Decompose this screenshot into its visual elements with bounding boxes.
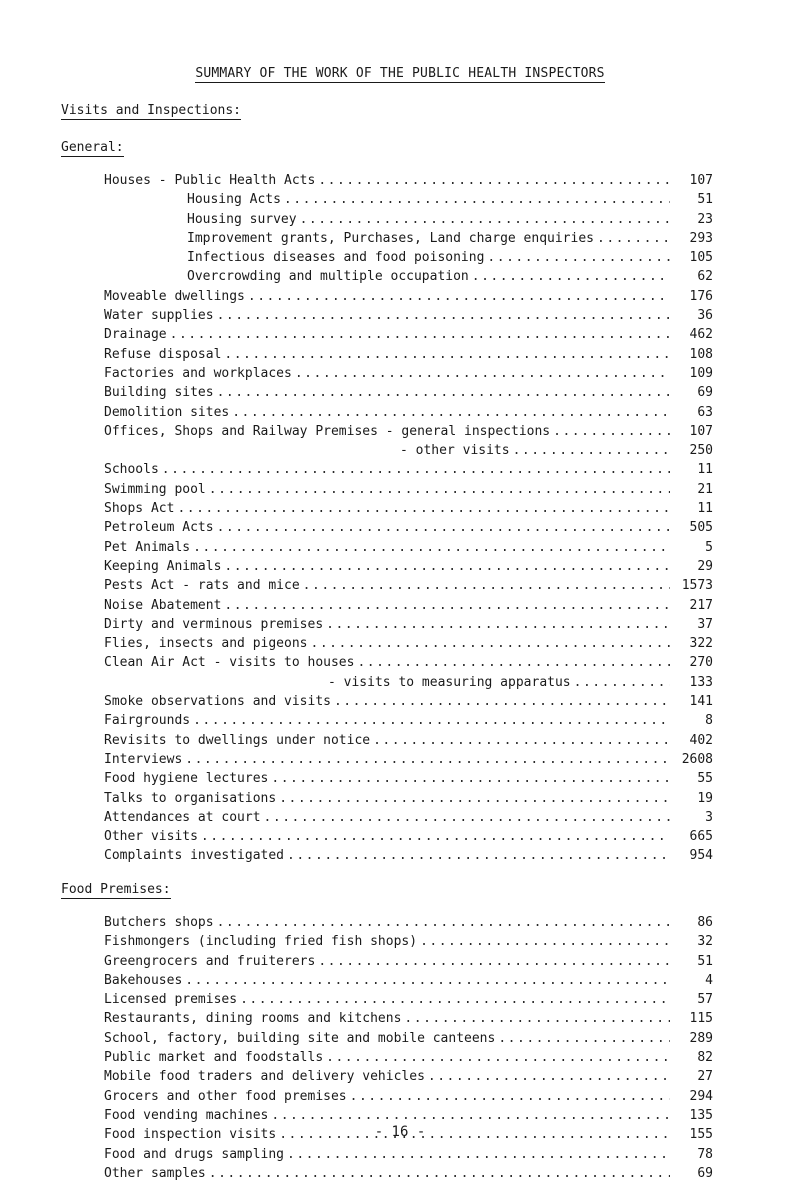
- dot-leader: [224, 557, 670, 576]
- table-row: [104, 210, 713, 229]
- row-label: Attendances at court: [104, 809, 261, 825]
- table-row: [104, 1067, 713, 1086]
- food-premises-list: [104, 913, 713, 1183]
- table-row: [104, 952, 713, 971]
- row-label: Improvement grants, Purchases, Land charge enquiries: [187, 230, 594, 246]
- row-value: 3: [705, 809, 713, 825]
- row-label: Petroleum Acts: [104, 520, 214, 536]
- table-row: [104, 422, 713, 441]
- row-label: Clean Air Act - visits to houses: [104, 655, 355, 671]
- row-value: 294: [689, 1088, 713, 1104]
- table-row: [104, 576, 713, 595]
- row-value: 109: [689, 365, 713, 381]
- dot-leader: [217, 913, 670, 932]
- row-value: 51: [697, 953, 713, 969]
- table-row: [104, 460, 713, 479]
- row-label: Overcrowding and multiple occupation: [187, 269, 469, 285]
- row-value: 250: [689, 443, 713, 459]
- table-row: [104, 769, 713, 788]
- table-row: [104, 615, 713, 634]
- table-row: [104, 287, 713, 306]
- dot-leader: [373, 731, 670, 750]
- row-label: Houses - Public Health Acts: [104, 173, 316, 188]
- row-label: Infectious diseases and food poisoning: [187, 250, 485, 266]
- row-value: 270: [689, 655, 713, 671]
- row-label: Grocers and other food premises: [104, 1088, 347, 1104]
- dot-leader: [232, 403, 670, 422]
- table-row: [104, 306, 713, 325]
- row-value: 21: [697, 481, 713, 497]
- table-row: [104, 480, 713, 499]
- row-label: Building sites: [104, 385, 214, 401]
- dot-leader: [487, 248, 670, 267]
- row-value: 954: [689, 848, 713, 864]
- row-value: 23: [697, 211, 713, 227]
- table-row: [104, 267, 713, 286]
- row-label: Food vending machines: [104, 1107, 269, 1123]
- row-value: 4: [705, 972, 713, 988]
- table-row: [104, 990, 713, 1009]
- dot-leader: [185, 750, 670, 769]
- row-label: Demolition sites: [104, 404, 230, 420]
- dot-leader: [264, 808, 670, 827]
- row-value: 115: [689, 1011, 713, 1027]
- row-label: Fairgrounds: [104, 713, 191, 729]
- table-row: [104, 827, 713, 846]
- row-value: 69: [697, 1165, 713, 1181]
- dot-leader: [193, 711, 670, 730]
- row-label: - visits to measuring apparatus: [328, 674, 571, 690]
- row-label: Factories and workplaces: [104, 365, 292, 381]
- row-value: 8: [705, 713, 713, 729]
- row-label: Swimming pool: [104, 481, 206, 497]
- table-row: [104, 1029, 713, 1048]
- row-label: Licensed premises: [104, 992, 238, 1008]
- row-value: 665: [689, 829, 713, 845]
- table-row: [104, 932, 713, 951]
- row-label: Drainage: [104, 327, 167, 343]
- table-row: [104, 1164, 713, 1183]
- dot-leader: [498, 1029, 670, 1048]
- table-row: [104, 518, 713, 537]
- dot-leader: [162, 460, 670, 479]
- dot-leader: [287, 1145, 670, 1164]
- row-value: 5: [705, 539, 713, 555]
- row-value: 105: [689, 250, 713, 266]
- row-value: 176: [689, 288, 713, 304]
- table-row: [104, 1048, 713, 1067]
- row-label: Moveable dwellings: [104, 288, 245, 304]
- row-label: Food and drugs sampling: [104, 1146, 285, 1162]
- row-value: 322: [689, 636, 713, 652]
- dot-leader: [318, 952, 670, 971]
- dot-leader: [300, 210, 670, 229]
- row-label: Complaints investigated: [104, 848, 285, 864]
- row-value: 55: [697, 771, 713, 787]
- table-row: [104, 171, 713, 190]
- visits-heading: Visits and Inspections:: [61, 103, 242, 118]
- row-label: Dirty and verminous premises: [104, 616, 324, 632]
- table-row: [104, 711, 713, 730]
- row-label: Food inspection visits: [104, 1127, 277, 1143]
- table-row: [104, 190, 713, 209]
- dot-leader: [209, 1164, 670, 1183]
- dot-leader: [404, 1009, 670, 1028]
- dot-leader: [574, 673, 670, 692]
- table-row: [104, 403, 713, 422]
- dot-leader: [326, 1048, 670, 1067]
- row-label: Restaurants, dining rooms and kitchens: [104, 1011, 402, 1027]
- row-label: Bakehouses: [104, 972, 183, 988]
- dot-leader: [287, 846, 670, 865]
- dot-leader: [185, 971, 670, 990]
- row-value: 505: [689, 520, 713, 536]
- table-row: [104, 557, 713, 576]
- row-label: Housing survey: [187, 211, 297, 227]
- row-value: 57: [697, 992, 713, 1008]
- dot-leader: [597, 229, 670, 248]
- row-value: 19: [697, 790, 713, 806]
- table-row: [104, 383, 713, 402]
- table-row: [104, 1087, 713, 1106]
- table-row: [104, 1145, 713, 1164]
- table-row: [104, 653, 713, 672]
- row-label: Fishmongers (including fried fish shops): [104, 934, 418, 950]
- dot-leader: [217, 383, 670, 402]
- dot-leader: [217, 518, 670, 537]
- dot-leader: [284, 190, 670, 209]
- dot-leader: [224, 345, 670, 364]
- row-value: 32: [697, 934, 713, 950]
- row-value: 141: [689, 694, 713, 710]
- row-value: 402: [689, 732, 713, 748]
- table-row: [104, 441, 713, 460]
- dot-leader: [326, 615, 670, 634]
- dot-leader: [303, 576, 670, 595]
- row-value: 69: [697, 385, 713, 401]
- table-row: [104, 750, 713, 769]
- row-label: Housing Acts: [187, 192, 281, 208]
- table-row: [104, 731, 713, 750]
- dot-leader: [553, 422, 670, 441]
- row-label: School, factory, building site and mobile canteens: [104, 1030, 496, 1046]
- dot-leader: [357, 653, 670, 672]
- table-row: [104, 538, 713, 557]
- row-label: Greengrocers and fruiterers: [104, 953, 316, 969]
- dot-leader: [271, 769, 670, 788]
- dot-leader: [193, 538, 670, 557]
- dot-leader: [201, 827, 670, 846]
- dot-leader: [318, 171, 670, 190]
- row-value: 293: [689, 230, 713, 246]
- general-heading: General:: [61, 140, 124, 155]
- row-label: Keeping Animals: [104, 558, 222, 574]
- row-value: 27: [697, 1069, 713, 1085]
- row-value: 462: [689, 327, 713, 343]
- row-label: Pet Animals: [104, 539, 191, 555]
- page-number: - 16 -: [374, 1124, 426, 1140]
- table-row: [104, 634, 713, 653]
- dot-leader: [311, 634, 671, 653]
- row-value: 135: [689, 1107, 713, 1123]
- table-row: [104, 596, 713, 615]
- row-label: Food hygiene lectures: [104, 771, 269, 787]
- row-label: Water supplies: [104, 308, 214, 324]
- row-label: Other samples: [104, 1165, 206, 1181]
- row-label: Flies, insects and pigeons: [104, 636, 308, 652]
- row-label: Shops Act: [104, 501, 175, 517]
- table-row: [104, 789, 713, 808]
- row-value: 217: [689, 597, 713, 613]
- row-value: 62: [697, 269, 713, 285]
- row-value: 289: [689, 1030, 713, 1046]
- row-label: Butchers shops: [104, 915, 214, 930]
- row-label: Mobile food traders and delivery vehicles: [104, 1069, 425, 1085]
- row-label: Interviews: [104, 751, 183, 767]
- dot-leader: [279, 789, 670, 808]
- dot-leader: [170, 325, 670, 344]
- table-row: [104, 971, 713, 990]
- dot-leader: [420, 932, 670, 951]
- row-value: 51: [697, 192, 713, 208]
- row-label: Refuse disposal: [104, 346, 222, 362]
- row-label: Revisits to dwellings under notice: [104, 732, 371, 748]
- table-row: [104, 229, 713, 248]
- row-label: Talks to organisations: [104, 790, 277, 806]
- row-label: Noise Abatement: [104, 597, 222, 613]
- table-row: [104, 248, 713, 267]
- table-row: [104, 913, 713, 932]
- food-premises-heading: Food Premises:: [61, 882, 171, 897]
- dot-leader: [472, 267, 670, 286]
- row-value: 86: [697, 915, 713, 930]
- dot-leader: [334, 692, 670, 711]
- row-label: Public market and foodstalls: [104, 1050, 324, 1066]
- row-value: 82: [697, 1050, 713, 1066]
- row-value: 1573: [681, 578, 713, 594]
- row-value: 2608: [681, 751, 713, 767]
- row-value: 133: [689, 674, 713, 690]
- table-row: [104, 499, 713, 518]
- dot-leader: [513, 441, 670, 460]
- table-row: [104, 692, 713, 711]
- row-value: 36: [697, 308, 713, 324]
- row-value: 63: [697, 404, 713, 420]
- row-label: Offices, Shops and Railway Premises - general inspections: [104, 423, 551, 439]
- row-value: 29: [697, 558, 713, 574]
- table-row: [104, 1009, 713, 1028]
- row-value: 11: [697, 462, 713, 478]
- row-value: 108: [689, 346, 713, 362]
- row-label: Smoke observations and visits: [104, 694, 331, 710]
- dot-leader: [248, 287, 670, 306]
- page-title: SUMMARY OF THE WORK OF THE PUBLIC HEALTH INSPECTORS: [195, 66, 605, 81]
- dot-leader: [224, 596, 670, 615]
- row-value: 107: [689, 423, 713, 439]
- row-value: 37: [697, 616, 713, 632]
- row-value: 107: [689, 173, 713, 188]
- table-row: [104, 808, 713, 827]
- dot-leader: [271, 1106, 670, 1125]
- row-value: 78: [697, 1146, 713, 1162]
- row-label: Pests Act - rats and mice: [104, 578, 300, 594]
- table-row: [104, 1106, 713, 1125]
- row-label: - other visits: [400, 443, 510, 459]
- table-row: [104, 325, 713, 344]
- table-row: [104, 846, 713, 865]
- table-row: [104, 345, 713, 364]
- row-label: Schools: [104, 462, 159, 478]
- dot-leader: [350, 1087, 670, 1106]
- dot-leader: [217, 306, 670, 325]
- table-row: [104, 364, 713, 383]
- row-value: 11: [697, 501, 713, 517]
- row-value: 155: [689, 1127, 713, 1143]
- dot-leader: [240, 990, 670, 1009]
- table-row: [104, 673, 713, 692]
- row-label: Other visits: [104, 829, 198, 845]
- general-visits-list: [104, 171, 713, 866]
- dot-leader: [177, 499, 670, 518]
- dot-leader: [428, 1067, 670, 1086]
- dot-leader: [209, 480, 670, 499]
- dot-leader: [295, 364, 670, 383]
